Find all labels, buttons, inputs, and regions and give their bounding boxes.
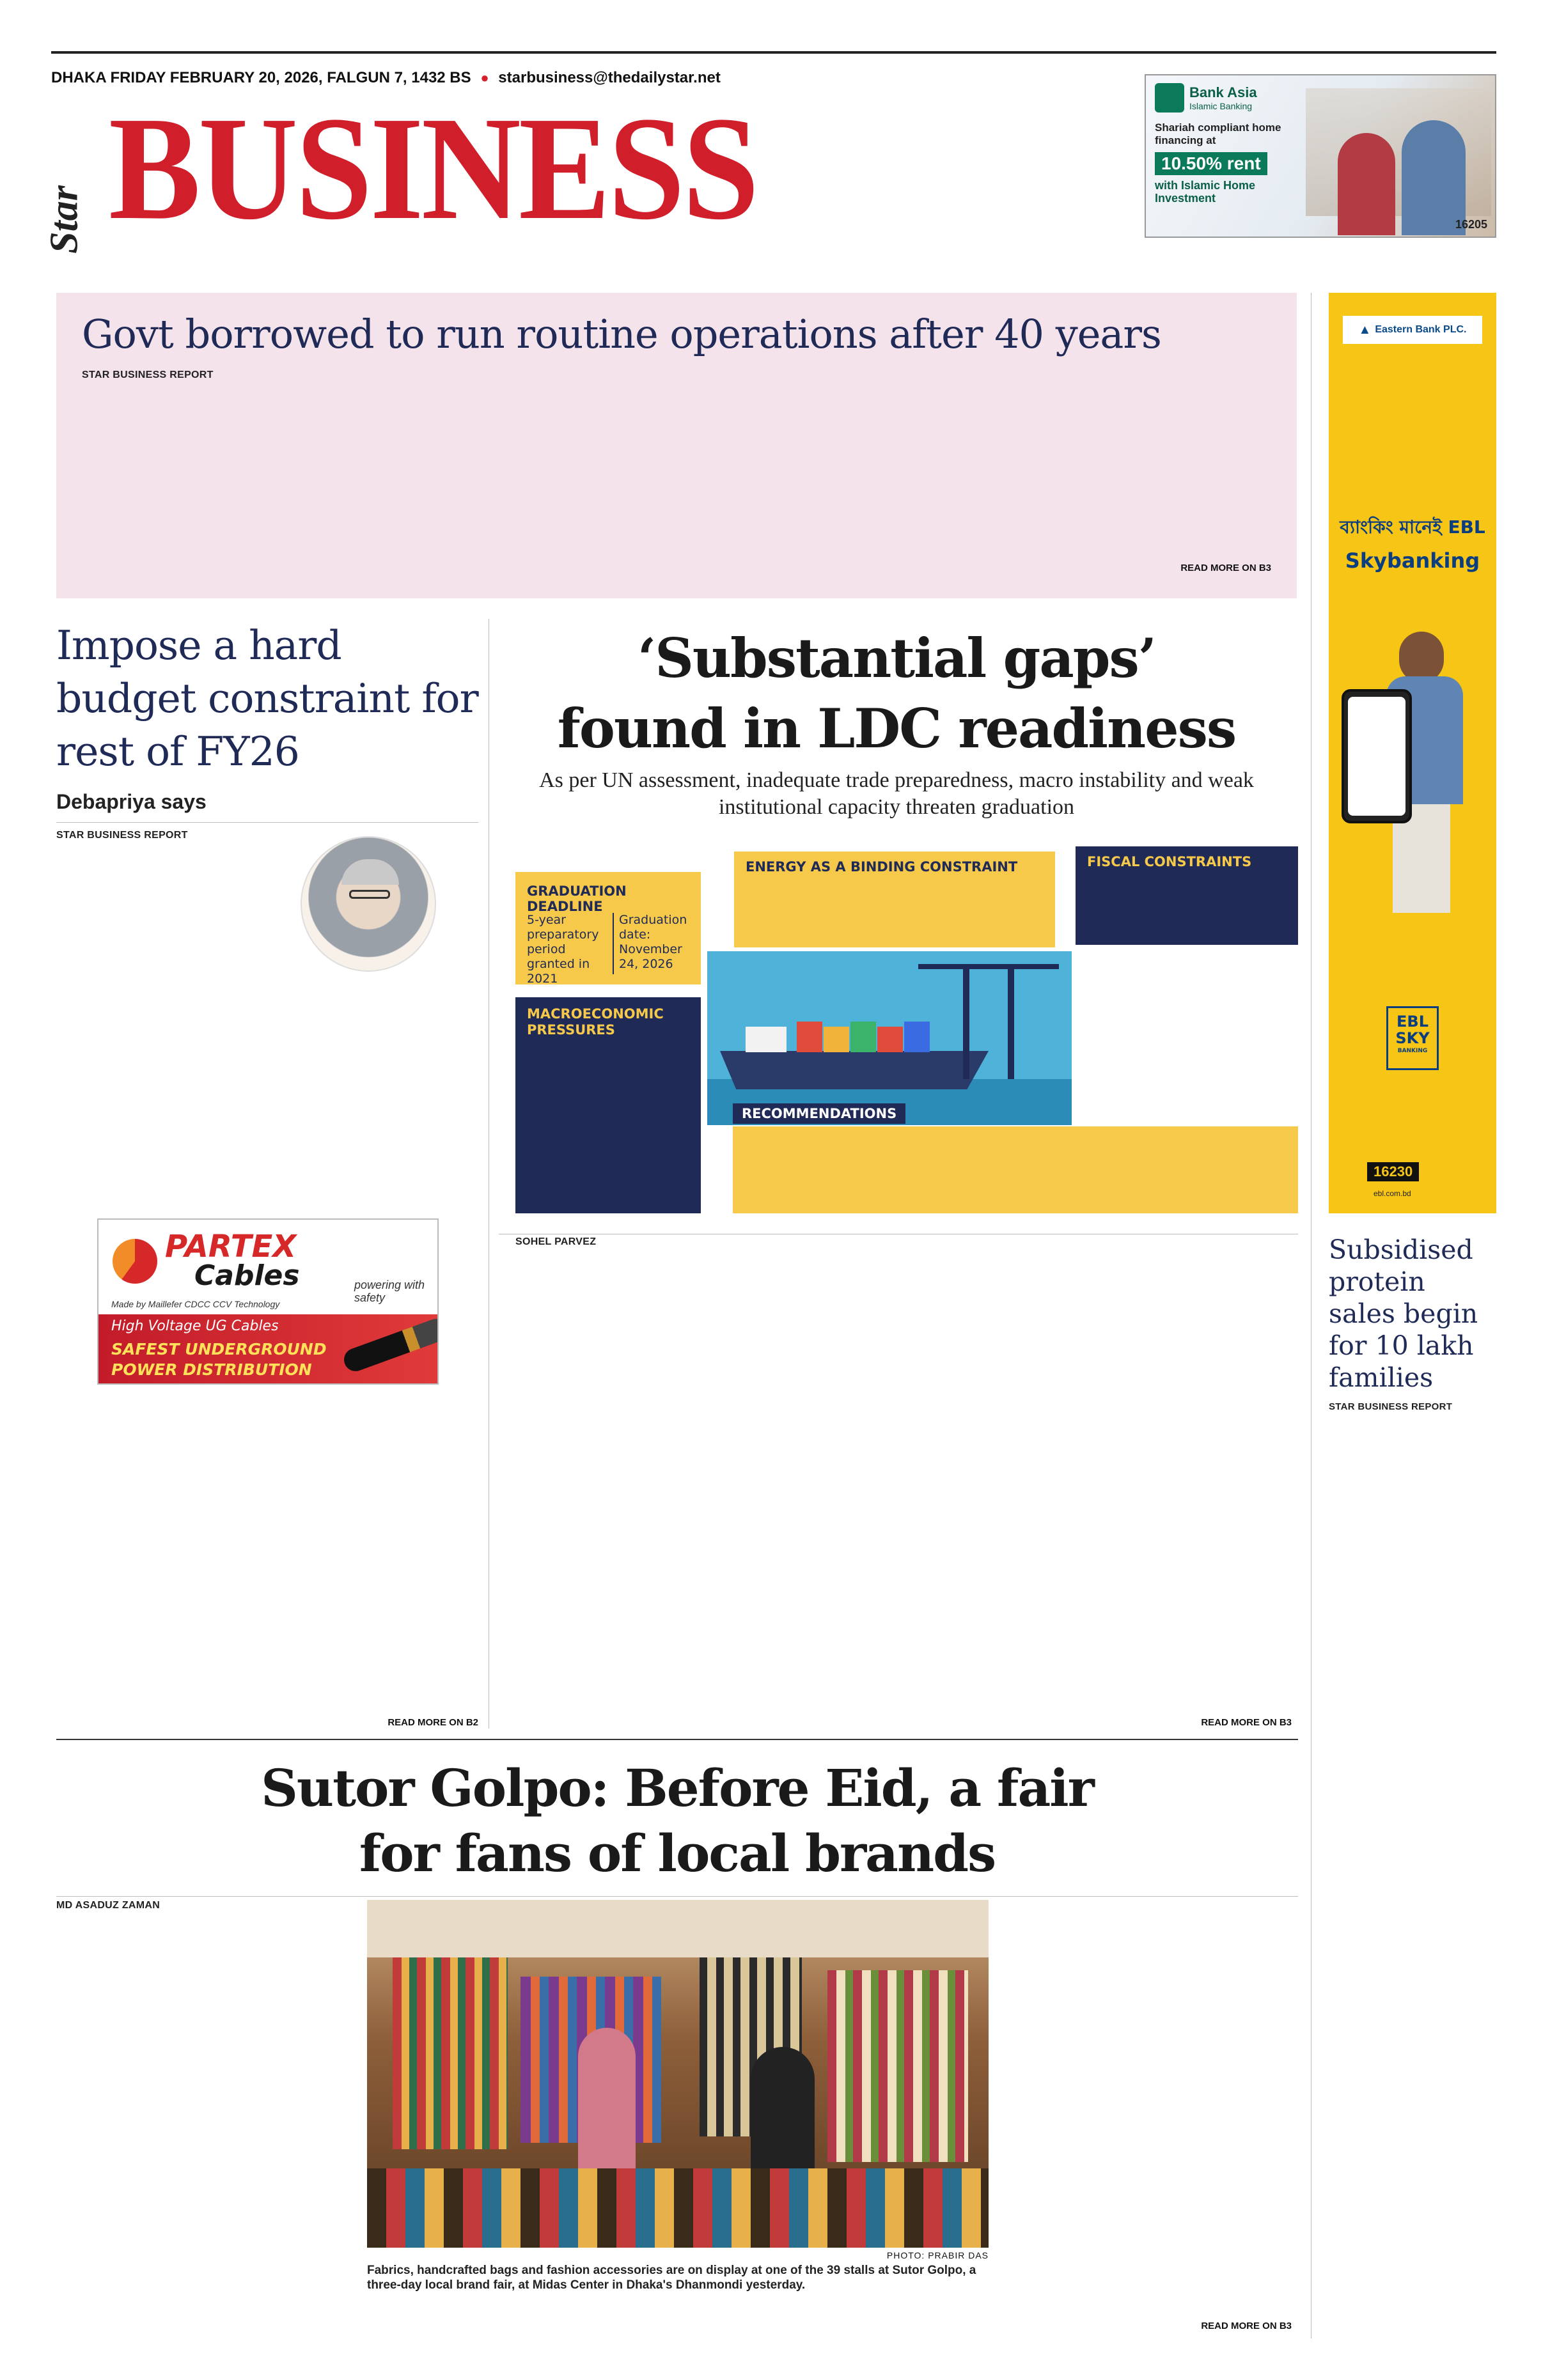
photo-credit: PHOTO: PRABIR DAS xyxy=(886,2250,989,2260)
photo-caption: Fabrics, handcrafted bags and fashion accessories are on display at one of the 39 stalls at Sutor Golpo, a three-day local brand fair, at Midas Center in Dhaka's Dhanmondi yesterday. xyxy=(367,2264,976,2292)
debapriya-byline: STAR BUSINESS REPORT xyxy=(56,830,188,841)
debapriya-subhead: Debapriya says xyxy=(56,790,207,813)
dateline: DHAKA FRIDAY FEBRUARY 20, 2026, FALGUN 7, 1432 BS ● starbusiness@thedailystar.net xyxy=(51,69,721,86)
ldc-infographic xyxy=(515,832,1298,1213)
lead-headline[interactable]: Govt borrowed to run routine operations after 40 years xyxy=(82,311,1161,357)
cargo-ship xyxy=(720,1051,989,1089)
recommendations-label: RECOMMENDATIONS xyxy=(733,1103,905,1124)
divider xyxy=(56,1896,1298,1897)
partex-banner: High Voltage UG Cables SAFEST UNDERGROUND POWER DISTRIBUTION xyxy=(98,1314,439,1385)
phone-mockup xyxy=(1342,689,1412,823)
sutor-headline-2[interactable]: for fans of local brands xyxy=(359,1823,996,1883)
ebl-model-photo xyxy=(1342,612,1489,906)
partex-tagline: powering with safety xyxy=(354,1279,425,1304)
energy-box xyxy=(734,852,1055,947)
section-divider xyxy=(56,1739,1298,1740)
ldc-headline-1[interactable]: ‘Substantial gaps’ xyxy=(637,626,1156,690)
ldc-deck: As per UN assessment, inadequate trade preparedness, macro instability and weak institutional capacity threaten graduation xyxy=(539,768,1254,819)
bullet-icon: ● xyxy=(480,70,489,86)
debapriya-story xyxy=(56,619,478,1731)
port-illustration xyxy=(707,951,1072,1125)
protein-byline: STAR BUSINESS REPORT xyxy=(1329,1401,1453,1412)
cable-illustration xyxy=(341,1316,439,1374)
bank-asia-hotline: 16205 xyxy=(1455,218,1487,231)
bank-asia-logo-icon xyxy=(1155,83,1184,113)
lead-read-more[interactable]: READ MORE ON B3 xyxy=(1180,563,1271,573)
deadline-title: GRADUATION DEADLINE xyxy=(527,883,627,914)
partex-brand: PARTEX xyxy=(165,1229,297,1264)
bank-asia-logo xyxy=(1155,83,1257,113)
ebl-site: ebl.com.bd xyxy=(1374,1189,1411,1198)
deadline-box xyxy=(515,872,701,984)
deadline-left: 5-year preparatory period granted in 2021 xyxy=(527,913,599,986)
ldc-read-more[interactable]: READ MORE ON B3 xyxy=(1201,1717,1292,1728)
ldc-headline-2[interactable]: found in LDC readiness xyxy=(557,697,1236,760)
crane xyxy=(963,964,969,1079)
divider xyxy=(56,822,478,823)
lead-story xyxy=(56,293,1297,598)
macro-title: MACROECONOMIC PRESSURES xyxy=(527,1006,664,1038)
lead-byline: STAR BUSINESS REPORT xyxy=(82,369,214,380)
ebl-brand: Skybanking xyxy=(1345,548,1480,573)
recommendations-bottom xyxy=(733,1126,1298,1213)
couple-photo xyxy=(1331,107,1472,235)
bank-asia-ad[interactable] xyxy=(1145,74,1496,238)
bank-asia-sub: Islamic Banking xyxy=(1189,101,1253,111)
bank-asia-text1: Shariah compliant home financing at xyxy=(1155,121,1281,146)
contact-email[interactable]: starbusiness@thedailystar.net xyxy=(498,69,721,86)
star-logo: Star xyxy=(42,185,86,254)
fiscal-box xyxy=(1076,846,1298,945)
deadline-right: Graduation date: November 24, 2026 xyxy=(619,913,687,971)
masthead xyxy=(42,51,1125,262)
partex-made: Made by Maillefer CDCC CCV Technology xyxy=(111,1299,280,1309)
protein-headline[interactable]: Subsidised protein sales begin for 10 lakh families xyxy=(1329,1234,1478,1393)
partex-cables: Cables xyxy=(194,1259,300,1292)
sutor-read-more[interactable]: READ MORE ON B3 xyxy=(1201,2321,1292,2331)
debapriya-headline[interactable]: Impose a hard budget constraint for rest of FY26 xyxy=(56,622,478,775)
bank-asia-text2: with Islamic Home Investment xyxy=(1155,179,1256,205)
debapriya-read-more[interactable]: READ MORE ON B2 xyxy=(388,1717,478,1728)
fair-photo xyxy=(367,1900,989,2248)
section-title: BUSINESS xyxy=(109,86,757,251)
macro-box xyxy=(515,997,701,1213)
protein-story xyxy=(1329,1234,1496,2321)
sutor-headline-1[interactable]: Sutor Golpo: Before Eid, a fair xyxy=(261,1758,1093,1818)
energy-title: ENERGY AS A BINDING CONSTRAINT xyxy=(746,859,1018,875)
sutor-byline: MD ASADUZ ZAMAN xyxy=(56,1900,160,1911)
ebl-logo-bar xyxy=(1343,316,1482,344)
ebl-logo-text: Eastern Bank PLC. xyxy=(1375,324,1467,335)
ebl-logo-icon: ▲ xyxy=(1358,322,1372,337)
ldc-byline: SOHEL PARVEZ xyxy=(515,1236,597,1247)
bank-asia-brand: Bank Asia xyxy=(1189,84,1257,100)
debapriya-portrait xyxy=(301,836,436,972)
ebl-ad[interactable] xyxy=(1329,293,1496,1213)
bank-asia-rate: 10.50% rent xyxy=(1155,152,1267,175)
ebl-hotline: 16230 xyxy=(1367,1162,1419,1181)
ebl-bangla: ব্যাংকিং মানেই EBL xyxy=(1340,517,1485,538)
ebl-sky-badge: EBL SKY BANKING xyxy=(1386,1006,1439,1070)
top-rule xyxy=(51,51,1496,54)
partex-logo-icon xyxy=(113,1239,157,1284)
fiscal-title: FISCAL CONSTRAINTS xyxy=(1087,854,1252,869)
partex-ad[interactable] xyxy=(97,1218,439,1385)
